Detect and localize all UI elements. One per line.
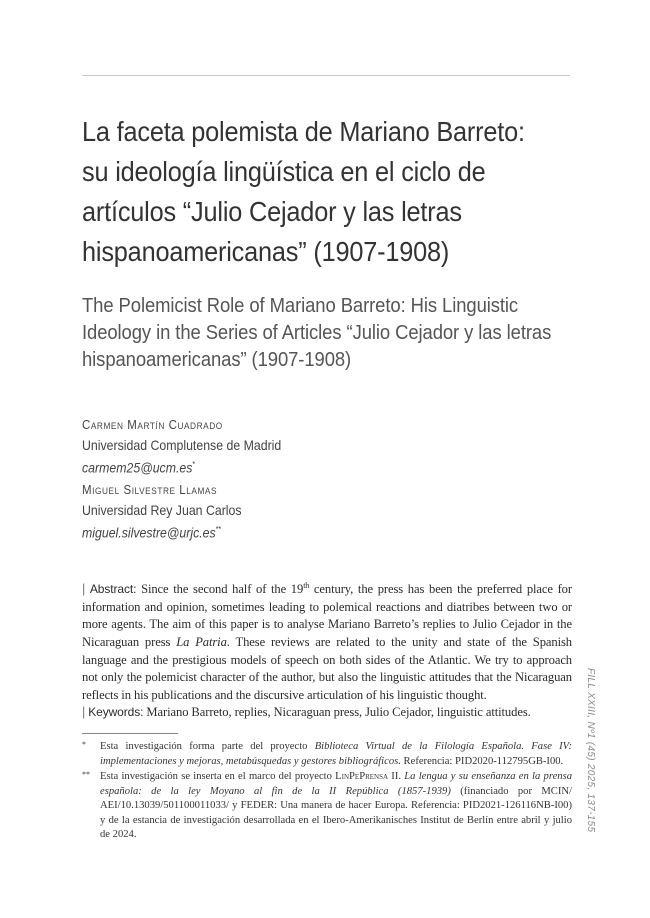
footnote-1: * Esta investigación forma parte del proyecto Biblioteca Virtual de la Filología Española. Fase IV: implementaciones y mejoras, metabúsquedas y gestores bibliográficos. Referencia: PID2020-112795GB-I00. [82, 740, 572, 767]
footnote-2: ** Esta investigación se inserta en el marco del proyecto LinPePrensa II. La lengua y su enseñanza en la prensa española: de la ley Moyano al fin de la II República (1857-1939) (financiado por MCIN/ AEI/10.13039/501100011033/ y FEDER: Una manera de hacer Europa. Referencia: PID2021-126116NB-I00) y de la estancia de investigación desarrollada en el Ibero-Amerikanisches Institut de Berlín entre abril y julio de 2024. [82, 770, 572, 840]
author-email[interactable]: miguel.silvestre@urjc.es** [82, 524, 222, 541]
keywords-paragraph: | Keywords: Mariano Barreto, replies, Nicaraguan press, Julio Cejador, linguistic attitudes. [82, 705, 531, 720]
footnote-mark: ** [215, 525, 222, 534]
abstract-label: Abstract: [89, 582, 137, 597]
footnote-rule [82, 733, 178, 734]
author-block-1 [82, 416, 308, 478]
header-rule [82, 75, 570, 76]
author-name: Carmen Martín Cuadrado [82, 418, 223, 432]
footnote-marker: ** [82, 770, 90, 779]
journal-citation-sidebar: FILL XXIII, Nº1 (45) 2025, 137-155 [585, 668, 596, 833]
abstract-section [82, 577, 572, 722]
footnote-mark: * [192, 460, 196, 469]
author-affiliation: Universidad Rey Juan Carlos [82, 502, 242, 518]
abstract-paragraph: | Abstract: Since the second half of the 19th century, the press has been the preferred place for information and opinion, sometimes leading to polemical reactions and diatribes between two or more agents. The aim of this paper is to analyse Mariano Barreto’s replies to Julio Cejador in the Nicaraguan press La Patria. These reviews are related to the unity and state of the Spanish language and the prestigious models of speech on both sides of the Atlantic. We try to approach not only the polemicist character of the author, but also the linguistic attitudes that the Nicaraguan reflects in his publications and the discursive articulation of his linguistic thought. [82, 581, 572, 702]
article-title-english: The Polemicist Role of Mariano Barreto: His Linguistic Ideology in the Series of Articles “Julio Cejador y las letras hispanoamericanas” (1907-1908) [82, 294, 552, 371]
author-name: Miguel Silvestre Llamas [82, 483, 218, 497]
footnotes [82, 740, 572, 844]
footnote-marker: * [82, 740, 86, 749]
author-block-2 [82, 481, 263, 543]
author-affiliation: Universidad Complutense de Madrid [82, 437, 282, 453]
author-email[interactable]: carmem25@ucm.es* [82, 459, 196, 476]
keywords-label: Keywords: [88, 705, 144, 720]
article-title-spanish: La faceta polemista de Mariano Barreto: su ideología lingüística en el ciclo de artículos “Julio Cejador y las letras hispanoamericanas” (1907-1908) [82, 116, 525, 267]
